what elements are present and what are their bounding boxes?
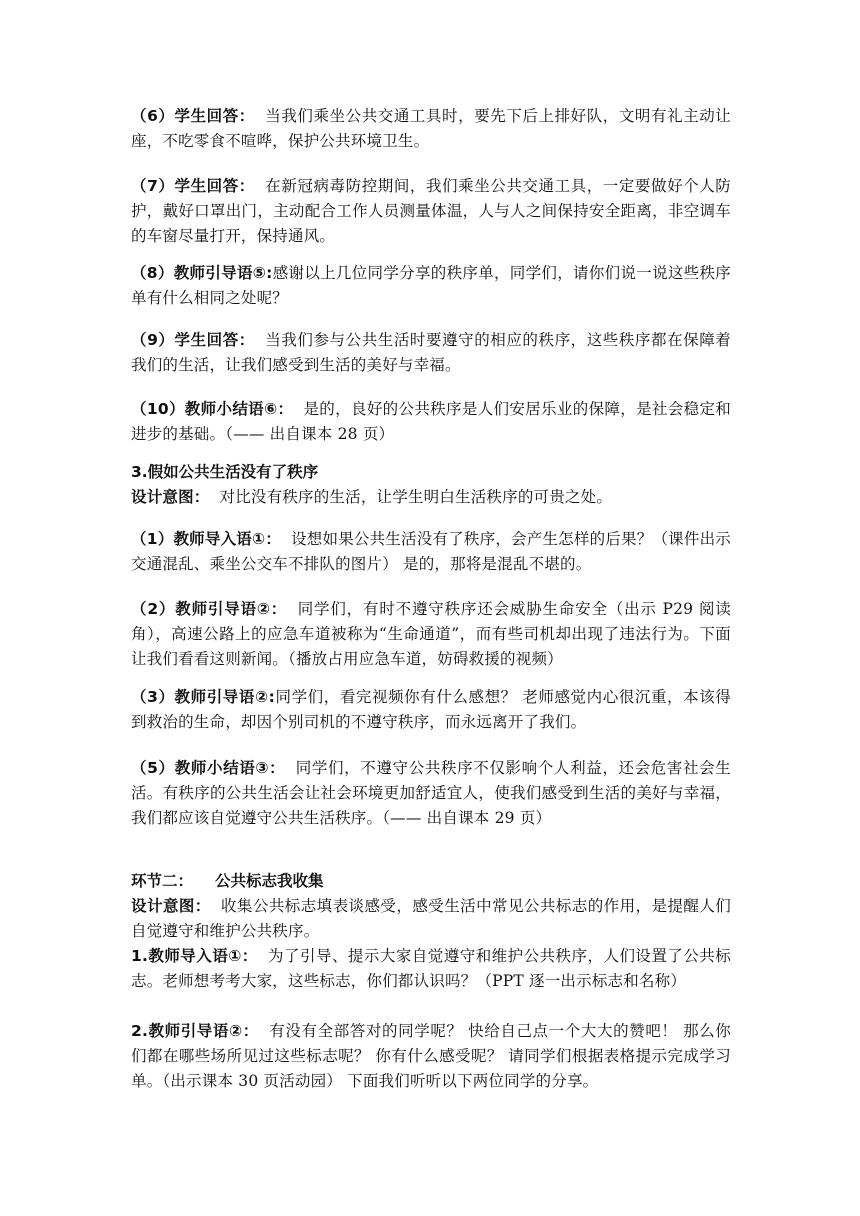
item-text: 同学们，不遵守公共秩序不仅影响个人利益，还会危害社会生活。有秩序的公共生活会让社会环境更加舒适宜人，使我们感受到生活的美好与幸福，我们都应该自觉遵守公共生活秩序。（—— 出自课本 29 页）	[131, 759, 731, 827]
paragraph-s3-item-5	[131, 756, 731, 831]
paragraph-item-8	[131, 261, 731, 311]
item-label: （7）	[131, 177, 175, 195]
link2-title-b: 公共标志我收集	[215, 872, 324, 890]
item-role: 学生回答：	[174, 107, 255, 125]
paragraph-s3-item-1	[131, 527, 731, 577]
paragraph-s3-item-2	[131, 597, 731, 672]
paragraph-item-7	[131, 174, 731, 249]
link2-paragraph-1	[131, 944, 731, 994]
paragraph-s3-item-3	[131, 685, 731, 735]
section-link2-title	[131, 869, 731, 894]
link2-title-a: 环节二：	[131, 872, 194, 890]
link2-paragraph-2	[131, 1019, 731, 1094]
item-text: 是的，良好的公共秩序是人们安居乐业的保障，是社会稳定和进步的基础。（—— 出自课本 28 页）	[131, 400, 731, 443]
paragraph-item-6	[131, 104, 731, 154]
p2-label: 2.教师引导语②：	[131, 1022, 259, 1040]
intent-label: 设计意图：	[131, 897, 211, 915]
paragraph-item-9	[131, 328, 731, 378]
p2-text: 有没有全部答对的同学呢？ 快给自己点一个大大的赞吧！ 那么你们都在哪些场所见过这些标志呢？ 你有什么感受呢？ 请同学们根据表格提示完成学习单。（出示课本 30 页活动园） 下面我们听听以下两位同学的分享。	[131, 1022, 731, 1090]
item-text: 感谢以上几位同学分享的秩序单，同学们，请你们说一说这些秩序单有什么相同之处呢？	[131, 264, 731, 307]
link2-intent	[131, 894, 731, 944]
item-text: 当我们参与公共生活时要遵守的相应的秩序，这些秩序都在保障着我们的生活，让我们感受到生活的美好与幸福。	[131, 331, 731, 374]
item-label: （5）	[131, 759, 175, 777]
intent-text: 收集公共标志填表谈感受，感受生活中常见公共标志的作用，是提醒人们自觉遵守和维护公共秩序。	[131, 897, 731, 940]
item-label: （9）	[131, 331, 175, 349]
item-label: （8）	[131, 264, 174, 282]
p1-text: 为了引导、提示大家自觉遵守和维护公共秩序，人们设置了公共标志。老师想考考大家，这些标志，你们都认识吗？（PPT 逐一出示标志和名称）	[131, 947, 731, 990]
intent-label: 设计意图：	[131, 488, 210, 506]
intent-text: 对比没有秩序的生活，让学生明白生活秩序的可贵之处。	[219, 488, 613, 506]
item-role: 教师小结语⑥：	[184, 400, 294, 418]
item-label: （3）	[131, 688, 175, 706]
item-text: 在新冠病毒防控期间，我们乘坐公共交通工具，一定要做好个人防护，戴好口罩出门，主动配合工作人员测量体温，人与人之间保持安全距离，非空调车的车窗尽量打开，保持通风。	[131, 177, 731, 245]
item-label: （6）	[131, 107, 175, 125]
item-label: （1）	[131, 530, 174, 548]
p1-label: 1.教师导入语①：	[131, 947, 258, 965]
item-text: 设想如果公共生活没有了秩序，会产生怎样的后果？（课件出示交通混乱、乘坐公交车不排队的图片） 是的，那将是混乱不堪的。	[131, 530, 732, 573]
paragraph-item-10	[131, 397, 731, 447]
section-3-intent	[131, 485, 731, 510]
item-role: 教师引导语②：	[175, 600, 288, 618]
item-role: 学生回答：	[174, 331, 255, 349]
item-role: 教师导入语①：	[173, 530, 282, 548]
item-text: 同学们，看完视频你有什么感想？ 老师感觉内心很沉重，本该得到救治的生命，却因个别司机的不遵守秩序，而永远离开了我们。	[131, 688, 731, 731]
item-label: （2）	[131, 600, 176, 618]
item-text: 同学们，有时不遵守秩序还会威胁生命安全（出示 P29 阅读角），高速公路上的应急车道被称为“生命通道”，而有些司机却出现了违法行为。下面让我们看看这则新闻。（播放占用应急车道，妨碍救援的视频）	[131, 600, 731, 668]
item-label: （10）	[131, 400, 185, 418]
item-role: 学生回答：	[174, 177, 255, 195]
section-3-title: 3.假如公共生活没有了秩序	[131, 463, 319, 481]
item-role: 教师小结语③：	[174, 759, 286, 777]
item-role: 教师引导语②:	[174, 688, 276, 706]
item-role: 教师引导语⑤:	[173, 264, 273, 282]
item-text: 当我们乘坐公共交通工具时，要先下后上排好队，文明有礼主动让座，不吃零食不喧哗，保护公共环境卫生。	[131, 107, 731, 150]
